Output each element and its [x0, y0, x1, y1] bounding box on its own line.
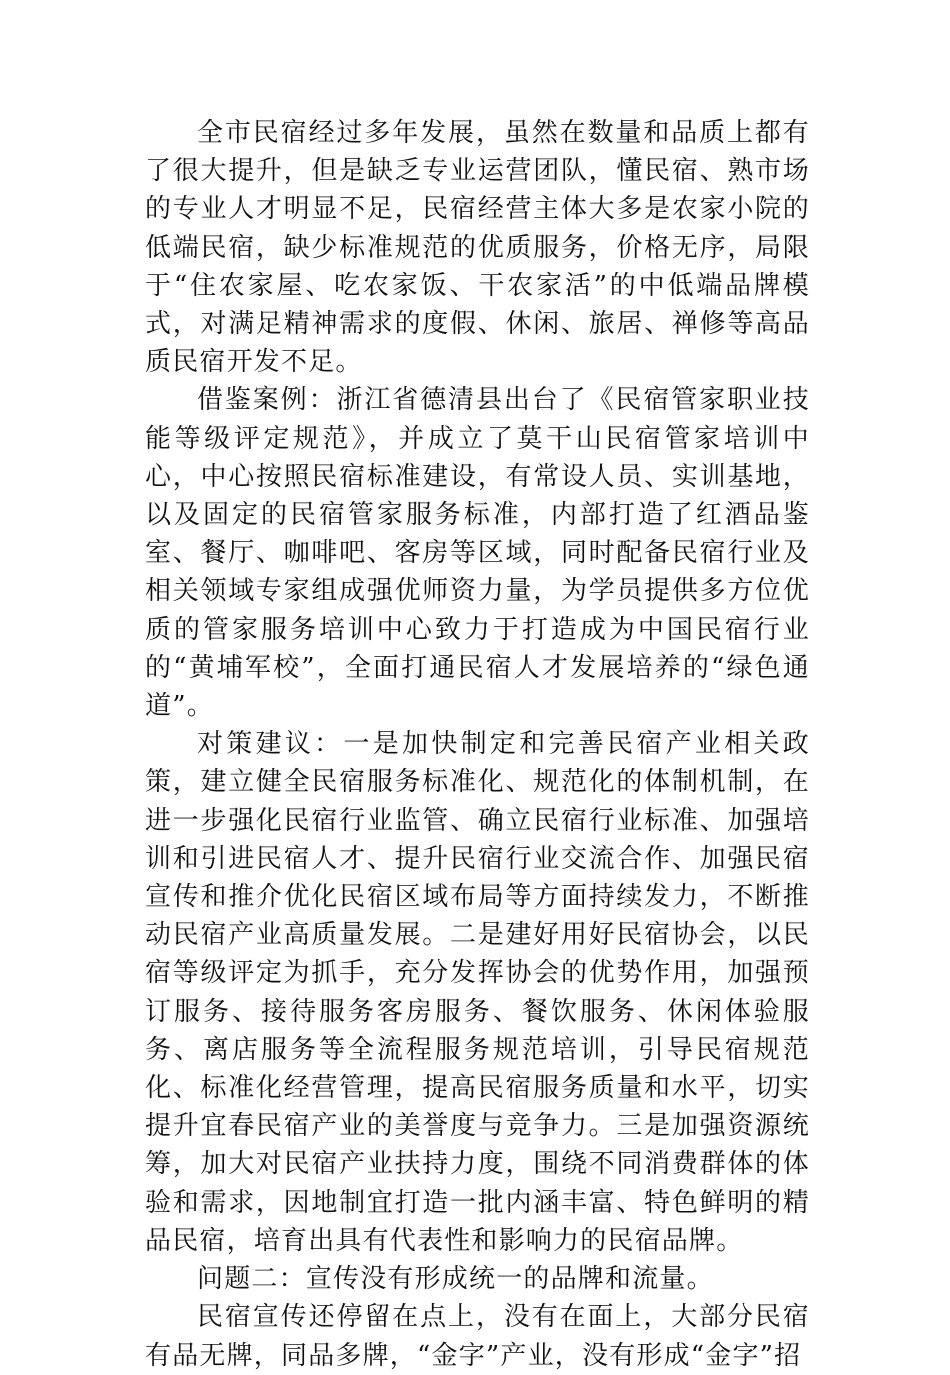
paragraph-problem-two-heading: 问题二：宣传没有形成统一的品牌和流量。 [197, 1264, 714, 1295]
document-body [145, 114, 810, 1375]
paragraph-reference-case: 借鉴案例：浙江省德清县出台了《民宿管家职业技能等级评定规范》，并成立了莫干山民宿管家培训中心，中心按照民宿标准建设，有常设人员、实训基地，以及固定的民宿管家服务标准，内部打造了红酒品鉴室、餐厅、咖啡吧、客房等区域，同时配备民宿行业及相关领域专家组成强优师资力量，为学员提供多方位优质的管家服务培训中心致力于打造成为中国民宿行业的“黄埔军校”，全面打通民宿人才发展培养的“绿色通道”。 [145, 385, 810, 722]
paragraph-homestay-status: 全市民宿经过多年发展，虽然在数量和品质上都有了很大提升，但是缺乏专业运营团队，懂民宿、熟市场的专业人才明显不足，民宿经营主体大多是农家小院的低端民宿，缺少标准规范的优质服务，价格无序，局限于“住农家屋、吃农家饭、干农家活”的中低端品牌模式，对满足精神需求的度假、休闲、旅居、禅修等高品质民宿开发不足。 [145, 118, 810, 378]
paragraph-promotion-status: 民宿宣传还停留在点上，没有在面上，大部分民宿有品无牌，同品多牌，“金字”产业，没有形成“金字”招 [145, 1302, 810, 1371]
paragraph-countermeasures: 对策建议：一是加快制定和完善民宿产业相关政策，建立健全民宿服务标准化、规范化的体制机制，在进一步强化民宿行业监管、确立民宿行业标准、加强培训和引进民宿人才、提升民宿行业交流合作、加强民宿宣传和推介优化民宿区域布局等方面持续发力，不断推动民宿产业高质量发展。二是建好用好民宿协会，以民宿等级评定为抓手，充分发挥协会的优势作用，加强预订服务、接待服务客房服务、餐饮服务、休闲体验服务、离店服务等全流程服务规范培训，引导民宿规范化、标准化经营管理，提高民宿服务质量和水平，切实提升宜春民宿产业的美誉度与竞争力。三是加强资源统筹，加大对民宿产业扶持力度，围绕不同消费群体的体验和需求，因地制宜打造一批内涵丰富、特色鲜明的精品民宿，培育出具有代表性和影响力的民宿品牌。 [145, 729, 810, 1256]
